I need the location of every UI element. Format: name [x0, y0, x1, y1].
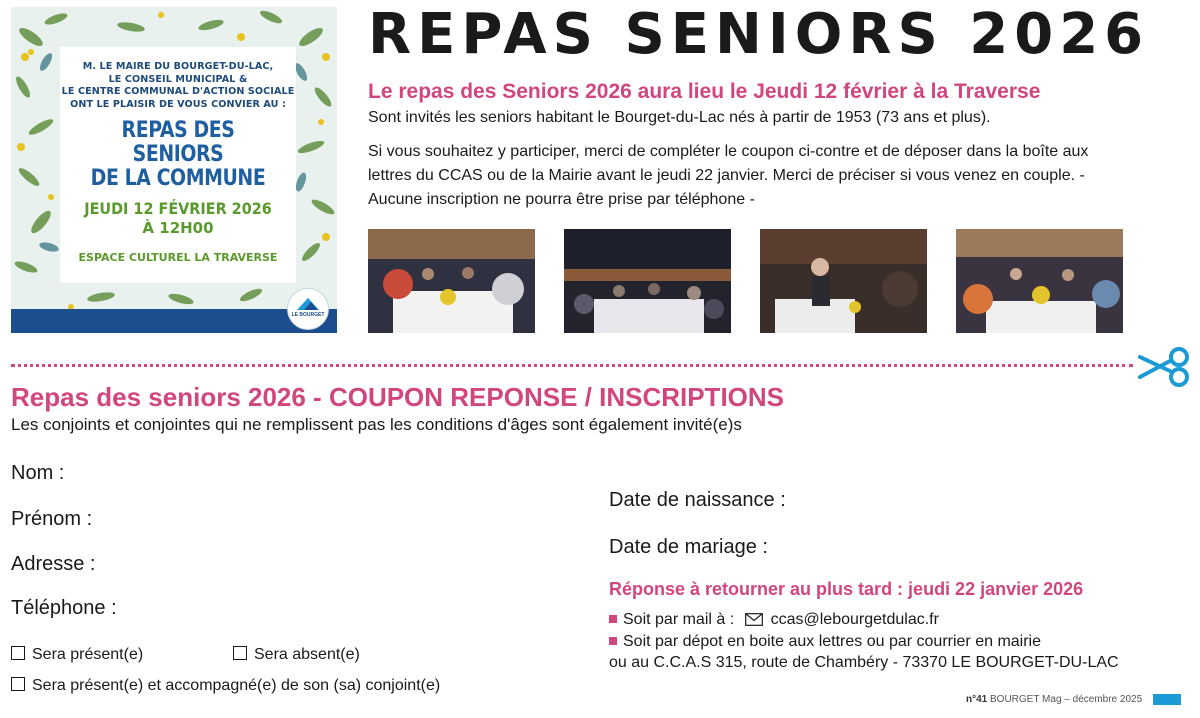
participation-text: Si vous souhaitez y participer, merci de compléter le coupon ci-contre et de déposer dans la boîte aux lettres du CCAS ou de la Mairie avant le jeudi 22 janvier. Merci de préciser si vous venez en couple. - Aucune inscription ne pourra être prise par téléphone -	[368, 143, 1089, 208]
field-adresse[interactable]: Adresse :	[11, 553, 96, 575]
mountain-icon	[297, 298, 319, 310]
photo-banquet-4	[956, 229, 1123, 333]
event-subtitle: Le repas des Seniors 2026 aura lieu le Jeudi 12 février à la Traverse	[368, 80, 1041, 103]
invitation-intro: M. LE MAIRE DU BOURGET-DU-LAC, LE CONSEIL MUNICIPAL & LE CENTRE COMMUNAL D'ACTION SOCIALE ONT LE PLAISIR DE VOUS CONVIER AU :	[61, 61, 295, 110]
field-prenom[interactable]: Prénom :	[11, 508, 93, 530]
checkbox-square[interactable]	[233, 646, 247, 660]
field-date-mariage[interactable]: Date de mariage :	[609, 536, 768, 558]
option-post-1: Soit par dépot en boite aux lettres ou par courrier en mairie	[609, 633, 1041, 651]
field-telephone[interactable]: Téléphone :	[11, 597, 117, 619]
event-time: À 12H00	[142, 219, 214, 237]
invitation-card	[60, 47, 296, 283]
checkbox-square[interactable]	[11, 646, 25, 660]
photo-banquet-3	[760, 229, 927, 333]
checkbox-present[interactable]: Sera présent(e)	[11, 646, 143, 664]
issue-number: n°41	[966, 694, 988, 705]
photo-banquet-2	[564, 229, 731, 333]
event-poster	[11, 7, 337, 333]
mail-address[interactable]: ccas@lebourgetdulac.fr	[770, 611, 939, 628]
event-date: JEUDI 12 FÉVRIER 2026	[84, 199, 272, 218]
event-name: REPAS DES SENIORS DE LA COMMUNE	[90, 118, 266, 191]
photo-image	[368, 229, 535, 333]
option-mail: Soit par mail à : ccas@lebourgetdulac.fr	[609, 611, 939, 629]
checkbox-absent[interactable]: Sera absent(e)	[233, 646, 360, 664]
coupon-title: Repas des seniors 2026 - COUPON REPONSE / INSCRIPTIONS	[11, 382, 785, 412]
footer-mark	[1153, 694, 1181, 705]
magazine-name: BOURGET Mag – décembre 2025	[990, 694, 1143, 705]
event-place: ESPACE CULTUREL LA TRAVERSE	[78, 251, 278, 264]
photo-image	[564, 229, 731, 333]
deadline-text: Réponse à retourner au plus tard : jeudi 22 janvier 2026	[609, 579, 1084, 599]
cut-line	[11, 364, 1133, 367]
checkbox-accompagne[interactable]: Sera présent(e) et accompagné(e) de son (sa) conjoint(e)	[11, 677, 440, 695]
bullet-icon	[609, 637, 617, 645]
page-title: REPAS SENIORS 2026	[368, 2, 1150, 67]
checkbox-square[interactable]	[11, 677, 25, 691]
field-date-naissance[interactable]: Date de naissance :	[609, 489, 786, 511]
logo-text: LE BOURGET	[291, 312, 325, 318]
envelope-icon	[745, 613, 763, 626]
footer	[966, 694, 1142, 705]
option-post-2: ou au C.C.A.S 315, route de Chambéry - 73370 LE BOURGET-DU-LAC	[609, 654, 1119, 671]
field-nom[interactable]: Nom :	[11, 462, 65, 484]
town-logo	[287, 288, 329, 330]
invite-text: Sont invités les seniors habitant le Bourget-du-Lac nés à partir de 1953 (73 ans et plus).	[368, 109, 991, 126]
photo-image	[760, 229, 927, 333]
photo-banquet-1	[368, 229, 535, 333]
photo-image	[956, 229, 1123, 333]
bullet-icon	[609, 615, 617, 623]
scissors-icon	[1136, 347, 1192, 387]
coupon-note: Les conjoints et conjointes qui ne remplissent pas les conditions d'âges sont également invité(e)s	[11, 415, 742, 434]
